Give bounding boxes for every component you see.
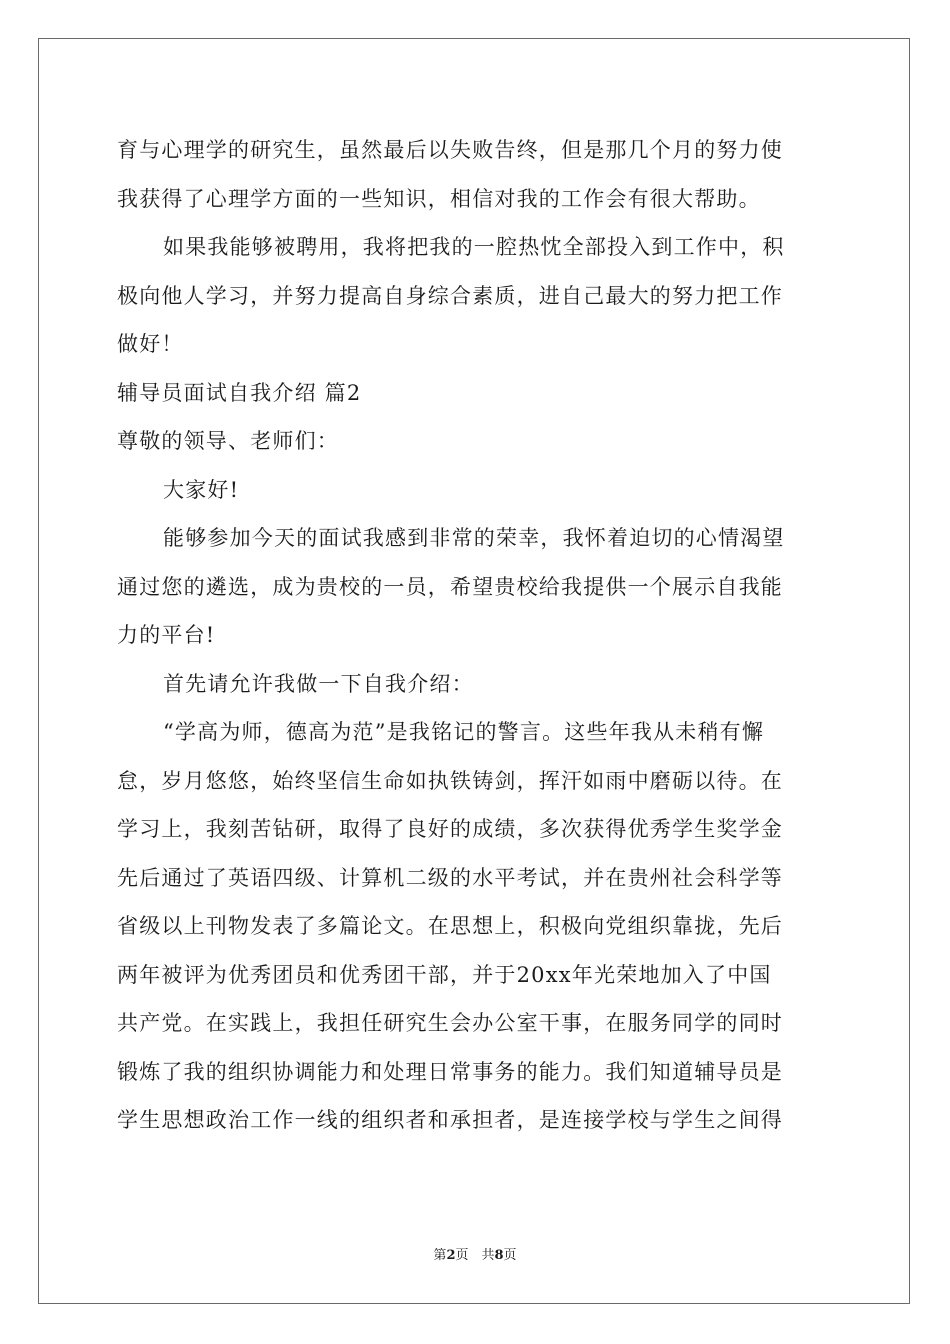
paragraph-line: 如果我能够被聘用，我将把我的一腔热忱全部投入到工作中，积 [163, 235, 785, 259]
paragraph-line: 育与心理学的研究生，虽然最后以失败告终，但是那几个月的努力使 [117, 138, 783, 162]
paragraph-line: 力的平台! [117, 623, 216, 647]
document-body [117, 126, 837, 1145]
salutation: 尊敬的领导、老师们： [117, 429, 339, 453]
paragraph-line: 极向他人学习，并努力提高自身综合素质，进自己最大的努力把工作 [117, 283, 783, 308]
paragraph-line: “学高为师，德高为范”是我铭记的警言。这些年我从未稍有懈 [163, 720, 765, 744]
footer-prefix: 第 [433, 1248, 447, 1263]
paragraph-line: 省级以上刊物发表了多篇论文。在思想上，积极向党组织靠拢，先后 [117, 914, 783, 938]
section-heading: 辅导员面试自我介绍 篇2 [117, 380, 362, 405]
paragraph-line: 两年被评为优秀团员和优秀团干部，并于20xx年光荣地加入了中国 [117, 962, 772, 987]
paragraph-line: 做好！ [117, 332, 184, 356]
paragraph-line: 学生思想政治工作一线的组织者和承担者，是连接学校与学生之间得 [117, 1108, 783, 1132]
current-page-number: 2 [446, 1248, 456, 1263]
paragraph-line: 首先请允许我做一下自我介绍： [163, 671, 474, 696]
page-footer [0, 1247, 950, 1265]
paragraph-line: 我获得了心理学方面的一些知识，相信对我的工作会有很大帮助。 [117, 186, 761, 211]
footer-suffix: 页 [503, 1248, 517, 1263]
paragraph-line: 共产党。在实践上，我担任研究生会办公室干事，在服务同学的同时 [117, 1011, 783, 1035]
paragraph-line: 学习上，我刻苦钻研，取得了良好的成绩，多次获得优秀学生奖学金 [117, 817, 783, 841]
total-page-number: 8 [494, 1248, 504, 1263]
paragraph-line: 锻炼了我的组织协调能力和处理日常事务的能力。我们知道辅导员是 [117, 1059, 783, 1084]
paragraph-line: 先后通过了英语四级、计算机二级的水平考试，并在贵州社会科学等 [117, 865, 783, 890]
paragraph-line: 通过您的遴选，成为贵校的一员，希望贵校给我提供一个展示自我能 [117, 574, 783, 599]
greeting: 大家好! [163, 477, 240, 502]
footer-middle: 页 共 [455, 1248, 495, 1263]
paragraph-line: 怠，岁月悠悠，始终坚信生命如执铁铸剑，挥汗如雨中磨砺以待。在 [117, 768, 783, 793]
paragraph-line: 能够参加今天的面试我感到非常的荣幸，我怀着迫切的心情渴望 [163, 526, 785, 550]
